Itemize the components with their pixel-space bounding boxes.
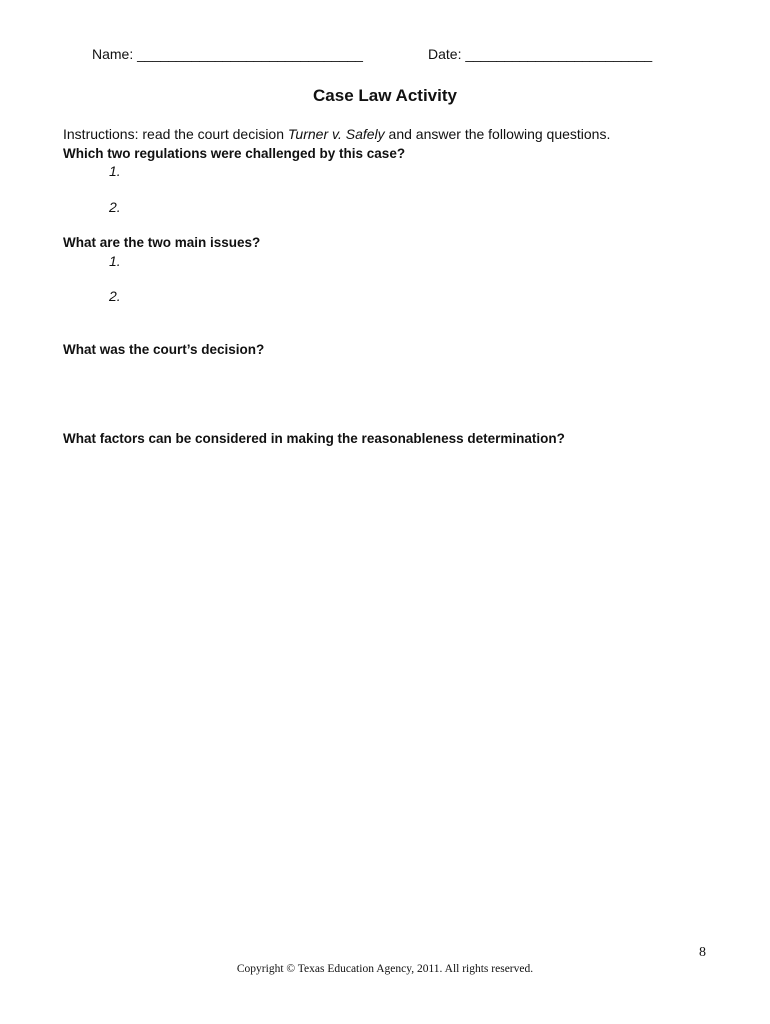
question-2-item-2: 2. bbox=[109, 288, 121, 304]
page-title: Case Law Activity bbox=[313, 86, 457, 105]
question-1-item-2: 2. bbox=[109, 199, 121, 215]
date-field-label: Date: ________________________ bbox=[428, 46, 653, 62]
copyright-notice: Copyright © Texas Education Agency, 2011. All rights reserved. bbox=[236, 963, 534, 975]
question-2: What are the two main issues? bbox=[63, 235, 261, 250]
name-field-label: Name: _____________________________ bbox=[92, 46, 363, 62]
instructions bbox=[63, 126, 610, 142]
case-name: Turner v. Safely bbox=[287, 126, 385, 142]
page-number: 8 bbox=[699, 945, 706, 960]
question-1-item-1: 1. bbox=[109, 163, 121, 179]
question-4: What factors can be considered in making the reasonableness determination? bbox=[63, 431, 565, 446]
question-2-item-1: 1. bbox=[109, 253, 121, 269]
instructions-text: Instructions: read the court decision bbox=[63, 126, 288, 142]
question-1: Which two regulations were challenged by this case? bbox=[63, 146, 406, 161]
question-3: What was the court’s decision? bbox=[63, 342, 265, 357]
instructions-tail: and answer the following questions. bbox=[384, 126, 611, 142]
